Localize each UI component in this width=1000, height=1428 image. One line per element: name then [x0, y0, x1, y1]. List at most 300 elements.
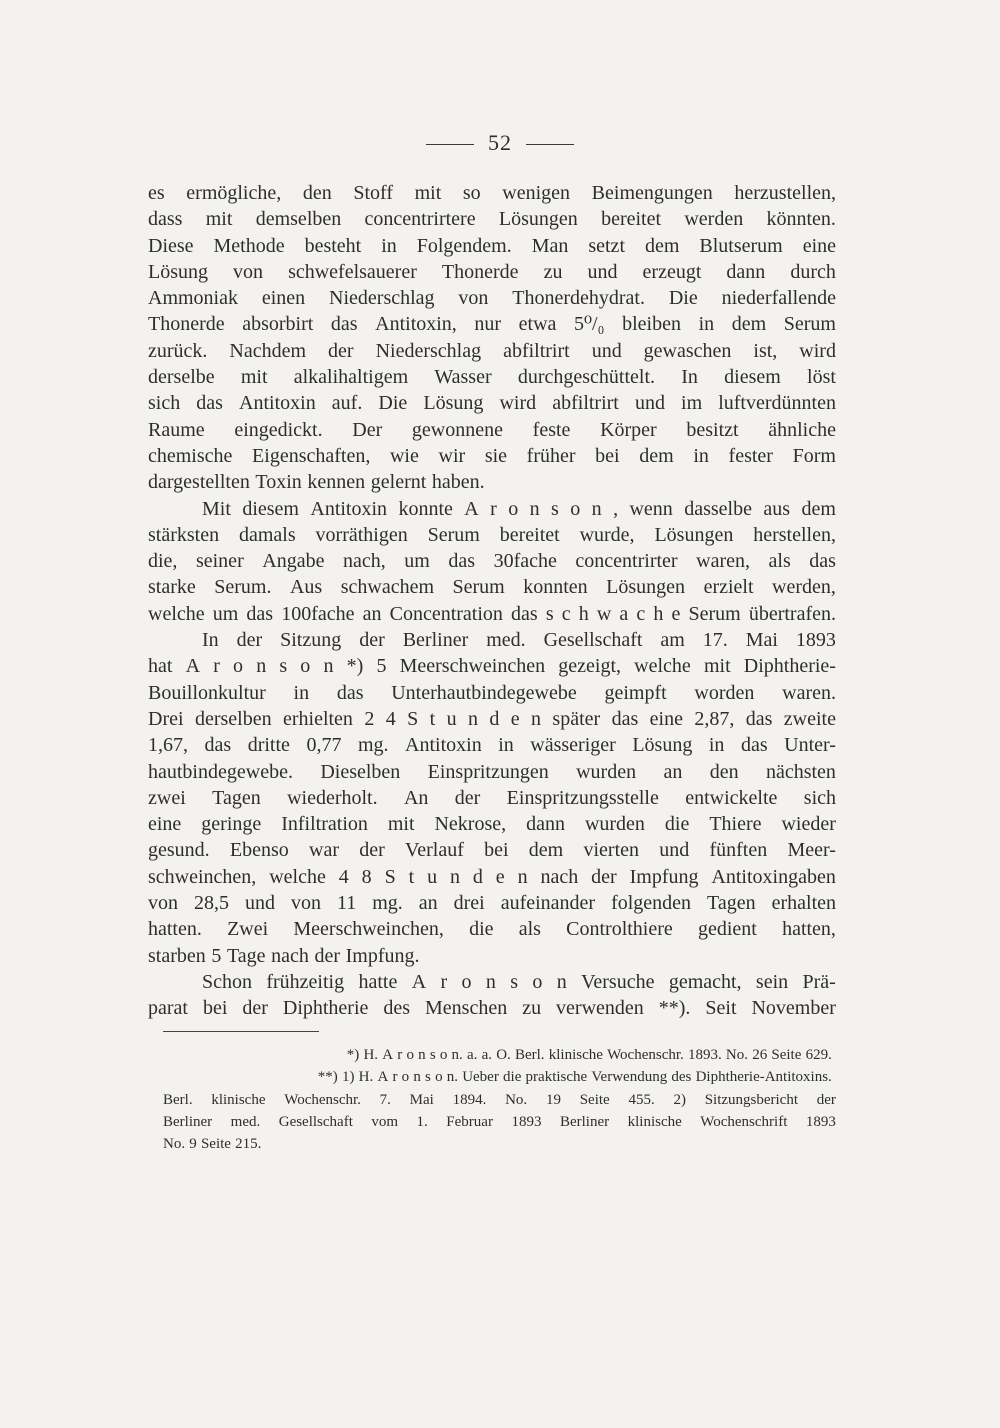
word: erzeugt [642, 260, 702, 283]
word: Thonerde [441, 260, 519, 283]
word: Diese [148, 234, 194, 257]
word: von [233, 260, 264, 283]
word: am [660, 629, 685, 652]
word: e [495, 865, 505, 888]
word: wurde, [579, 523, 635, 546]
footnote-word: 1893 [511, 1113, 542, 1130]
word: Angabe [262, 550, 325, 573]
footnote-word: 1894. [452, 1091, 487, 1108]
text-line [148, 417, 836, 443]
footnote-word: Sitzungsbericht [704, 1091, 799, 1108]
word: starke [148, 576, 196, 599]
word: und [244, 892, 275, 915]
word: in [693, 444, 709, 467]
word: übertrafen. [748, 602, 836, 625]
word: Lösung [423, 392, 484, 415]
word: concentrirter [575, 550, 678, 573]
footnote-word: 19 [545, 1091, 561, 1108]
word: gemacht, [668, 970, 742, 993]
word: zu [543, 260, 563, 283]
word: die, [148, 550, 178, 573]
word: An [403, 786, 429, 809]
word: o [570, 497, 581, 520]
footnote-word: a. [481, 1047, 493, 1063]
word: h [653, 602, 664, 625]
word: wie [389, 444, 419, 467]
footnote-word: Wochenschrift [700, 1113, 788, 1130]
text-line [148, 390, 836, 416]
text-line [148, 311, 836, 337]
footnote-word: a. [466, 1047, 478, 1063]
word: Serum [427, 523, 480, 546]
footnote-word: klinische [548, 1047, 603, 1063]
word: geimpft [604, 681, 667, 704]
word: in [698, 313, 715, 336]
word: u [446, 707, 457, 730]
word: frühzeitig [266, 970, 345, 993]
word: n [556, 970, 567, 993]
word: dann [526, 813, 565, 836]
text-line [148, 916, 836, 942]
word: e [671, 602, 681, 625]
word: das [246, 602, 274, 625]
word: diesem [242, 497, 299, 520]
word: das [740, 734, 768, 757]
word: nächsten [765, 760, 836, 783]
word: als [768, 550, 791, 573]
footnote-word: n. [451, 1047, 463, 1063]
footnote-word: No. [505, 1091, 528, 1108]
word: Nekrose, [434, 813, 507, 836]
word: diesem [724, 366, 781, 389]
text-line [148, 548, 836, 574]
word: haben. [431, 471, 485, 494]
word: durchgeschüttelt. [517, 366, 656, 389]
text-line [148, 522, 836, 548]
word: Menschen [425, 997, 508, 1020]
word: Lösung [632, 734, 693, 757]
footnote-word: Wochenschr. [607, 1047, 684, 1063]
footnote-word: A [382, 1047, 394, 1063]
footnote-word: 629. [805, 1047, 832, 1063]
word: bereitet [601, 208, 662, 231]
word: drei [453, 892, 485, 915]
word: Concentration [389, 602, 503, 625]
word: Serum. [214, 576, 272, 599]
word: r [213, 655, 220, 678]
word: das [204, 734, 232, 757]
word: c [636, 602, 646, 625]
word: o [532, 970, 543, 993]
word: sie [484, 444, 508, 467]
word: demselben [255, 208, 342, 231]
word: 100fache [281, 602, 355, 625]
word: gewaschen [643, 339, 732, 362]
text-line [148, 811, 836, 837]
word: nach [540, 865, 579, 888]
word: Antitoxin [239, 392, 316, 415]
word: vierten [583, 839, 639, 862]
word: löst [807, 366, 836, 389]
word: Serum [783, 313, 836, 336]
word: starben [148, 944, 206, 967]
word: aus [763, 497, 791, 520]
word: n [517, 865, 528, 888]
footnote-word: Seite [771, 1047, 802, 1063]
word: das [511, 602, 538, 625]
word: Diphtherie- [743, 655, 836, 678]
word: concentrirtere [364, 208, 476, 231]
word: der [591, 865, 617, 888]
footnote-word: Mai [409, 1091, 434, 1108]
word: kennen [307, 471, 366, 494]
footnote-word: r [397, 1047, 403, 1063]
footnote-word: 455. [628, 1091, 655, 1108]
word: Blutserum [699, 234, 783, 257]
word: Lösungen [654, 523, 734, 546]
text-line [148, 574, 836, 600]
word: Nachdem [229, 339, 307, 362]
word: zurück. [148, 339, 208, 362]
text-line [148, 732, 836, 758]
word: dem [644, 234, 680, 257]
word: der [314, 944, 341, 967]
word: dem [801, 497, 836, 520]
word: als [518, 918, 541, 941]
footnote-word: No. [163, 1136, 186, 1153]
word: ermögliche, [186, 182, 282, 204]
word: mg. [357, 734, 389, 757]
word: Antitoxin [310, 497, 388, 520]
word: geringe [201, 813, 262, 836]
footnote-line [163, 1066, 836, 1088]
word: 2 [364, 707, 375, 730]
word: zu [522, 997, 542, 1020]
word: wir [438, 444, 466, 467]
word: welche [148, 602, 205, 625]
word: n [531, 707, 542, 730]
footnote-line [163, 1111, 836, 1133]
word: in [498, 734, 514, 757]
footnote-word: med. [230, 1113, 261, 1130]
text-line [148, 285, 836, 311]
word: Thiere [709, 813, 762, 836]
word: die [469, 918, 494, 941]
word: n [467, 707, 478, 730]
footnote-word: 7. [379, 1091, 391, 1108]
word: r [440, 970, 448, 993]
word: der [328, 339, 354, 362]
word: Meer- [787, 839, 836, 862]
word: Antitoxingaben [711, 865, 836, 888]
word: an [362, 602, 382, 625]
footnote-word: Berliner [559, 1113, 610, 1130]
text-line [148, 943, 836, 969]
word: fünften [709, 839, 768, 862]
word: wurden [584, 813, 645, 836]
word: S [407, 707, 419, 730]
footnote-word: A [377, 1069, 389, 1086]
word: 11 [336, 892, 357, 915]
word: Folgendem. [416, 234, 512, 257]
text-line [148, 259, 836, 285]
text-line [148, 759, 836, 785]
word: 30fache [493, 550, 557, 573]
text-line [148, 680, 836, 706]
footnote-word: n [413, 1069, 421, 1086]
word: setzt [588, 234, 625, 257]
word: gezeigt, [558, 655, 621, 678]
word: c [561, 602, 571, 625]
footnote-word: s [429, 1047, 436, 1063]
word: e [510, 707, 520, 730]
word: Wasser [434, 366, 492, 389]
text-line [148, 653, 836, 679]
word: Mai [745, 629, 778, 652]
word: s [545, 602, 554, 625]
text-line [148, 338, 836, 364]
word: schweinchen, [148, 865, 257, 888]
word: 4 [338, 865, 349, 888]
word: Infiltration [281, 813, 368, 836]
word: später [552, 707, 601, 730]
word: Niederschlag [329, 287, 435, 310]
word: in [708, 734, 725, 757]
word: schwefelsauerer [288, 260, 417, 283]
word: gelernt [370, 471, 427, 494]
footnote-word: r [392, 1069, 398, 1086]
word: mit [387, 813, 415, 836]
word: dann [726, 260, 766, 283]
word: eine [148, 813, 182, 836]
word: Diphtherie [282, 997, 369, 1020]
word: dasselbe [684, 497, 752, 520]
word: gewonnene [411, 418, 503, 441]
footnote-word: 1893 [805, 1113, 836, 1130]
word: Schon [202, 970, 252, 993]
footnote-word: Diphtherie-Antitoxins. [695, 1069, 832, 1086]
word: nach, [343, 550, 386, 573]
word: konnte [398, 497, 453, 520]
word: Antitoxin, [375, 313, 457, 336]
text-line [148, 864, 836, 890]
word: sein [755, 970, 789, 993]
word: Die [668, 287, 698, 310]
word: an [663, 760, 683, 783]
footnote-word: 26 [752, 1047, 768, 1063]
word: Lösungen [606, 576, 686, 599]
word: Verlauf [405, 839, 464, 862]
word: o [233, 655, 244, 678]
word: *) [346, 655, 364, 678]
word: so [462, 182, 481, 204]
word: bei [595, 444, 620, 467]
word: 4 [385, 707, 396, 730]
word: **). [658, 997, 691, 1020]
word: konnten [523, 576, 588, 599]
text-line [148, 601, 836, 627]
footnote-word: n [418, 1047, 426, 1063]
footnote-word: Februar [446, 1113, 493, 1130]
text-line [148, 969, 836, 995]
word: von [458, 287, 489, 310]
word: mit [703, 655, 731, 678]
word: Unterhautbindegewebe [391, 681, 577, 704]
word: In [202, 629, 219, 652]
word: eingedickt. [234, 418, 323, 441]
word: 1893 [795, 629, 836, 652]
text-line [148, 443, 836, 469]
word: folgenden [611, 892, 692, 915]
word: Unter- [784, 734, 836, 757]
footnote-word: *) [346, 1047, 360, 1063]
word: 1,67, [148, 734, 188, 757]
footnote-word: 2) [673, 1091, 686, 1108]
word: der [359, 629, 385, 652]
footnote-word: Gesellschaft [278, 1113, 353, 1130]
word: es [148, 182, 165, 204]
footnote-word: n. [446, 1069, 458, 1086]
word: das [330, 313, 358, 336]
word: Stoff [353, 182, 393, 204]
footnote-word: O. [496, 1047, 511, 1063]
word: eine [649, 707, 683, 730]
word: Einspritzungsstelle [506, 786, 659, 809]
word: entwickelte [685, 786, 778, 809]
footnote-line [163, 1133, 836, 1155]
word: 5⁰/₀ [573, 313, 605, 336]
text-line [148, 180, 836, 206]
word: Einspritzungen [427, 760, 549, 783]
footnote-word: H. [358, 1069, 374, 1086]
word: Controlthiere [566, 918, 673, 941]
word: med. [486, 629, 526, 652]
word: worden [694, 681, 755, 704]
word: einen [261, 287, 306, 310]
word: Aus [289, 576, 323, 599]
word: Bouillonkultur [148, 681, 266, 704]
word: von [290, 892, 321, 915]
word: war [309, 839, 340, 862]
word: Drei [148, 707, 184, 730]
word: Man [531, 234, 569, 257]
word: und [591, 339, 622, 362]
word: besteht [304, 234, 362, 257]
word: dem [639, 444, 674, 467]
word: o [461, 970, 472, 993]
word: zwei [148, 786, 186, 809]
footnote-word: des [671, 1069, 692, 1086]
word: und [634, 392, 665, 415]
page-header [0, 130, 1000, 156]
word: Niederschlag [375, 339, 482, 362]
page-number: 52 [488, 130, 512, 155]
word: n [323, 655, 334, 678]
word: das [196, 392, 223, 415]
word: Methode [213, 234, 285, 257]
word: bei [484, 839, 509, 862]
footnote-word: s [425, 1069, 431, 1086]
word: dem [528, 839, 564, 862]
word: Thonerde [148, 313, 225, 336]
word: an [418, 892, 438, 915]
word: Mit [202, 497, 231, 520]
word: Zwei [227, 918, 269, 941]
footnote-word: **) [317, 1069, 338, 1086]
word: hatte [358, 970, 398, 993]
word: seiner [195, 550, 244, 573]
word: auf. [331, 392, 363, 415]
word: 5 [211, 944, 222, 967]
word: hatten. [148, 918, 202, 941]
word: Gesellschaft [543, 629, 643, 652]
word: n [449, 865, 460, 888]
word: Form [792, 444, 836, 467]
word: in [293, 681, 310, 704]
word: n [485, 970, 496, 993]
word: chemische [148, 444, 233, 467]
word: sich [148, 392, 181, 415]
word: Tagen [707, 892, 756, 915]
word: vorräthigen [315, 523, 408, 546]
word: herzustellen, [734, 182, 836, 204]
word: den [302, 182, 332, 204]
word: nur [474, 313, 502, 336]
header-dash-right [526, 144, 574, 145]
word: wird [499, 392, 537, 415]
word: u [427, 865, 438, 888]
footnote-word: klinische [627, 1113, 682, 1130]
word: in [381, 234, 397, 257]
word: Prä- [802, 970, 836, 993]
word: t [408, 865, 415, 888]
word: dritte [247, 734, 290, 757]
word: dass [148, 208, 183, 231]
word: Beimengungen [591, 182, 713, 204]
text-line [148, 837, 836, 863]
word: n [256, 655, 267, 678]
word: , [613, 497, 619, 520]
word: aufeinander [500, 892, 596, 915]
footnote-word: Wochenschr. [284, 1091, 361, 1108]
word: abfiltrirt [503, 339, 570, 362]
word: wiederholt. [287, 786, 378, 809]
word: November [751, 997, 836, 1020]
word: hatten, [782, 918, 836, 941]
word: wenigen [502, 182, 571, 204]
footnote-word: o [406, 1047, 414, 1063]
word: Thonerdehydrat. [512, 287, 645, 310]
word: niederfallende [721, 287, 836, 310]
word: luftverdünnten [718, 392, 836, 415]
word: könnten. [766, 208, 836, 231]
word: 2,87, [694, 707, 735, 730]
word: früher [526, 444, 576, 467]
footnote-word: Seite [200, 1136, 231, 1153]
word: s [510, 970, 519, 993]
word: und [587, 260, 618, 283]
footnote-word: 9 [189, 1136, 197, 1153]
word: d [489, 707, 500, 730]
footnote-line [163, 1044, 836, 1066]
word: erzielt [703, 576, 754, 599]
word: mit [240, 366, 268, 389]
word: d [472, 865, 483, 888]
word: das [448, 550, 476, 573]
word: n [591, 497, 602, 520]
word: a [619, 602, 629, 625]
word: eine [802, 234, 836, 257]
